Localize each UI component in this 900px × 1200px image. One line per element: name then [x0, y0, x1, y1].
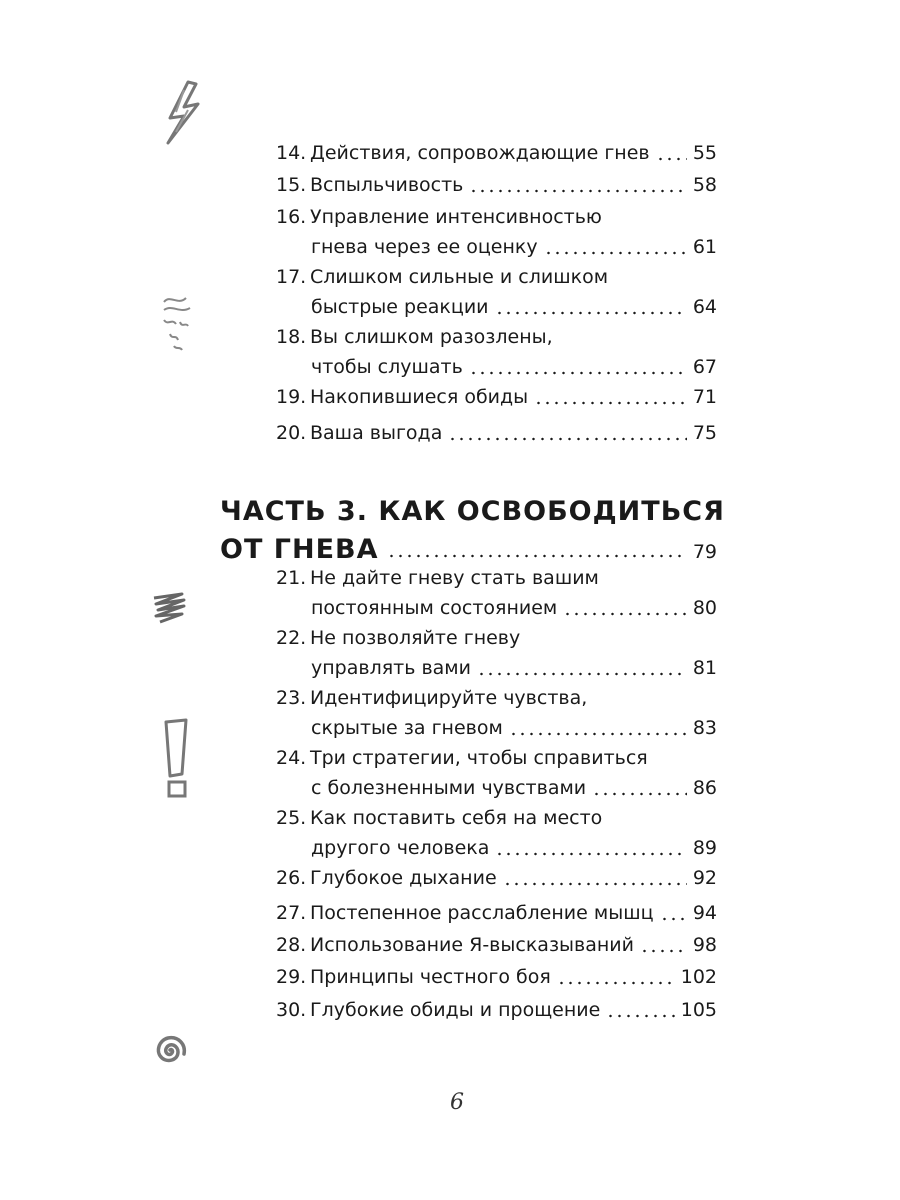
dot-leader: [387, 553, 685, 559]
toc-entry-page: 94: [692, 902, 717, 924]
toc-entry-title: Действия, сопровождающие гнев: [310, 142, 650, 164]
page-number: 6: [450, 1090, 464, 1115]
toc-entry-title: Управление интенсивностью: [310, 206, 602, 228]
dot-leader: [534, 400, 687, 406]
dot-leader: [656, 156, 687, 162]
toc-entry-page: 58: [692, 174, 717, 196]
toc-entry-number: 17.: [276, 266, 307, 288]
toc-entry-number: 26.: [276, 867, 307, 889]
toc-entry-number: 16.: [276, 206, 307, 228]
toc-entry-title: Три стратегии, чтобы справиться: [310, 747, 648, 769]
toc-entry-title: Использование Я-высказываний: [310, 934, 635, 956]
toc-entry-title: скрытые за гневом: [311, 717, 503, 739]
dot-leader: [544, 250, 687, 256]
part3-title-line2: ОТ ГНЕВА: [220, 534, 379, 565]
toc-entry-page: 75: [692, 422, 717, 444]
toc-entry-title: Не дайте гневу стать вашим: [310, 567, 599, 589]
dot-leader: [469, 188, 686, 194]
toc-entry-title: Глубокие обиды и прощение: [310, 999, 601, 1021]
toc-entry-title: управлять вами: [311, 657, 471, 679]
exclamation-icon: [162, 718, 192, 800]
toc-entry-number: 29.: [276, 966, 307, 988]
toc-entry-title: другого человека: [311, 837, 490, 859]
toc-entry-number: 30.: [276, 999, 307, 1021]
toc-entry-number: 18.: [276, 326, 307, 348]
toc-entry-number: 24.: [276, 747, 307, 769]
toc-entry-number: 25.: [276, 807, 307, 829]
toc-entry-title: Вы слишком разозлены,: [310, 326, 553, 348]
dot-leader: [592, 791, 687, 797]
zigzag-scribble-icon: [150, 590, 190, 626]
toc-entry-number: 27.: [276, 902, 307, 924]
toc-entry-number: 20.: [276, 422, 307, 444]
toc-entry-page: 64: [692, 296, 717, 318]
dot-leader: [469, 370, 687, 376]
dot-leader: [495, 310, 687, 316]
part3-title-line1: ЧАСТЬ 3. КАК ОСВОБОДИТЬСЯ: [220, 496, 725, 527]
dot-leader: [503, 881, 687, 887]
toc-entry-title: Идентифицируйте чувства,: [310, 687, 588, 709]
toc-entry-title: Накопившиеся обиды: [310, 386, 529, 408]
toc-entry-page: 55: [692, 142, 717, 164]
toc-entry-title: Постепенное расслабление мышц: [310, 902, 654, 924]
toc-entry-title: Как поставить себя на место: [310, 807, 603, 829]
dot-leader: [557, 980, 675, 986]
toc-entry-page: 98: [692, 934, 717, 956]
toc-entry-page: 86: [692, 777, 717, 799]
toc-entry-title: Принципы честного боя: [310, 966, 551, 988]
toc-entry-title: Слишком сильные и слишком: [310, 266, 609, 288]
toc-entry-number: 22.: [276, 627, 307, 649]
toc-entry-number: 23.: [276, 687, 307, 709]
spiral-icon: [150, 1030, 190, 1070]
toc-entry-title: с болезненными чувствами: [311, 777, 587, 799]
toc-entry-page: 81: [692, 657, 717, 679]
dot-leader: [477, 671, 687, 677]
dot-leader: [448, 436, 686, 442]
toc-entry-title: чтобы слушать: [311, 356, 463, 378]
scribble-cloud-icon: [160, 292, 194, 354]
toc-entry-page: 67: [692, 356, 717, 378]
toc-entry-number: 28.: [276, 934, 307, 956]
toc-entry-title: Глубокое дыхание: [310, 867, 497, 889]
toc-entry-page: 89: [692, 837, 717, 859]
dot-leader: [606, 1013, 674, 1019]
toc-entry-title: гнева через ее оценку: [311, 236, 538, 258]
dot-leader: [563, 611, 687, 617]
toc-entry-title: постоянным состоянием: [311, 597, 558, 619]
toc-entry-number: 19.: [276, 386, 307, 408]
toc-entry-title: Ваша выгода: [310, 422, 443, 444]
toc-entry-page: 80: [692, 597, 717, 619]
toc-entry-title: Не позволяйте гневу: [310, 627, 521, 649]
part3-page-number: 79: [692, 541, 717, 563]
dot-leader: [660, 916, 687, 922]
dot-leader: [640, 948, 687, 954]
dot-leader: [495, 851, 686, 857]
lightning-icon: [158, 80, 208, 145]
toc-entry-title: Вспыльчивость: [310, 174, 464, 196]
toc-entry-page: 92: [692, 867, 717, 889]
toc-entry-page: 105: [680, 999, 717, 1021]
toc-entry-page: 61: [692, 236, 717, 258]
toc-entry-number: 21.: [276, 567, 307, 589]
toc-entry-page: 102: [680, 966, 717, 988]
dot-leader: [509, 731, 687, 737]
toc-entry-title: быстрые реакции: [311, 296, 489, 318]
toc-entry-number: 14.: [276, 142, 307, 164]
toc-entry-page: 83: [692, 717, 717, 739]
toc-entry-number: 15.: [276, 174, 307, 196]
toc-entry-page: 71: [692, 386, 717, 408]
